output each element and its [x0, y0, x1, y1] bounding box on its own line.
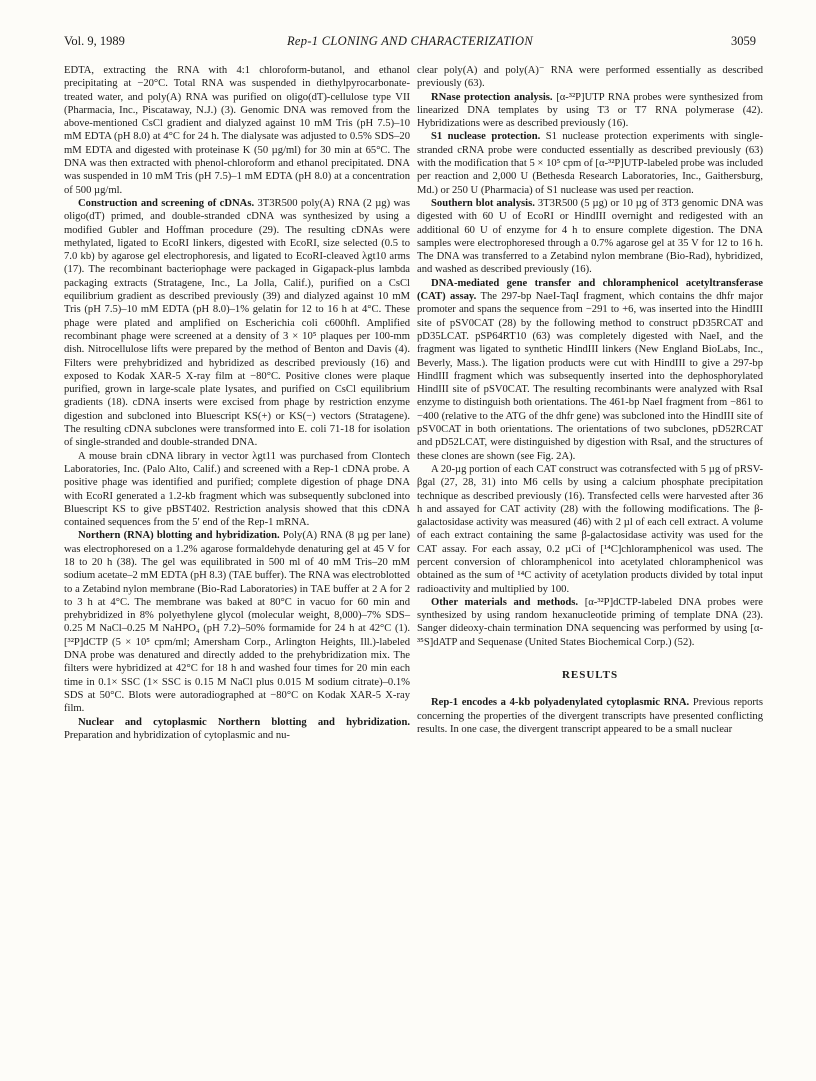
- section-heading-other: Other materials and methods.: [431, 596, 579, 608]
- paragraph-s1: [417, 130, 763, 196]
- running-title: Rep-1 CLONING AND CHARACTERIZATION: [287, 34, 533, 48]
- journal-volume: Vol. 9, 1989: [64, 34, 125, 48]
- paragraph-rna-prep: EDTA, extracting the RNA with 4:1 chloroform-butanol, and ethanol precipitating at −20°C. Total RNA was suspended in diethylpyrocarbonate-treated water, and poly(A) RNA was purified on oligo(dT)-cellulose type VII (Pharmacia, Inc., Piscataway, N.J.) (3). Genomic DNA was removed from the above-mentioned CsCl gradient and dialyzed against 10 mM Tris (pH 7.5)–10 mM EDTA (pH 8.0) at 4°C for 24 h. The dialysate was adjusted to 0.5% SDS–20 mM EDTA and digested with proteinase K (50 µg/ml) for 30 min at 65°C. The DNA was then extracted with phenol-chloroform and ethanol precipitated. DNA was suspended in 10 mM Tris (pH 7.5)–1 mM EDTA (pH 8.0) at a concentration of 500 µg/ml.: [64, 65, 410, 196]
- paragraph-nuclear-cytoplasmic: [64, 716, 410, 743]
- section-heading-rnase: RNase protection analysis.: [431, 91, 553, 103]
- paragraph-continued: clear poly(A) and poly(A)⁻ RNA were performed essentially as described previously (63).: [417, 65, 763, 90]
- section-heading-nuclear: Nuclear and cytoplasmic Northern blotting and hybridization.: [78, 716, 410, 728]
- page-header: [64, 34, 756, 52]
- paragraph-rnase: [417, 91, 763, 131]
- page-number: 3059: [731, 34, 756, 48]
- paragraph-text: 3T3R500 poly(A) RNA (2 µg) was oligo(dT) primed, and double-stranded cDNA was synthesized by using a modified Gubler and Hoffman procedure (29). The resulting cDNAs were methylated, ligated to EcoRI linkers, digested with EcoRI, size selected (0.5 to 7.0 kb) by agarose gel electrophoresis, and ligated to EcoRI-cleaved λgt10 arms (17). The recombinant bacteriophage were packaged in Gigapack-plus lambda packaging extracts (Stratagene, Inc., La Jolla, Calif.), purified on a CsCl equilibrium gradient as described previously (39) and dialyzed against 10 mM Tris (pH 7.5)–10 mM EDTA (pH 8.0)–1% gelatin for 12 to 16 h at 4°C. These phage were plated and amplified on Escherichia coli c600hfl. Amplified recombinant phage were screened at a density of 3 × 10⁵ plaques per 100-mm dish. Nitrocellulose lifts were prepared by the method of Benton and Davis (4). Filters were prehybridized and hybridized as described previously (16) and exposed to Kodak XAR-5 X-ray film at −80°C. Positive clones were plaque purified, grown in large-scale plate lysates, and purified on CsCl equilibrium gradients (18). cDNA inserts were excised from phage by restriction enzyme digestion and subcloned into Bluescript KS(+) or KS(−) vectors (Stratagene). The resulting cDNA subclones were transformed into E. coli 71-18 for isolation of single-stranded and double-stranded DNA.: [64, 197, 410, 449]
- paragraph-text: Poly(A) RNA (8 µg per lane) was electrophoresed on a 1.2% agarose formaldehyde denaturing gel at 45 V for 18 to 20 h (38). The gel was equilibrated in 500 ml of 40 mM Tris–20 mM sodium acetate–2 mM EDTA (pH 8.3) (TAE buffer). The RNA was electroblotted to a Zetabind nylon membrane (Bio-Rad Laboratories) in TAE buffer at 2 A for 2 to 3 h at 4°C. The membrane was baked at 80°C in vacuo for 60 min and prehybridized in 8% polyethylene glycol (molecular weight, 8,000)–7% SDS–0.25 M NaCl–0.25 M NaHPO₄ (pH 7.2)–50% formamide for 24 h at 42°C (1). [³²P]dCTP (5 × 10⁵ cpm/ml; Amersham Corp., Arlington Heights, Ill.)-labeled DNA probe was denatured and directly added to the prehybridization mix. The filters were hybridized at 42°C for 18 h and washed four times for 20 min each time in 0.1× SSC (1× SSC is 0.15 M NaCl plus 0.015 M sodium citrate)–0.1% SDS at 50°C. Blots were autoradiographed at −80°C on Kodak XAR-5 X-ray film.: [64, 530, 411, 715]
- section-heading-northern: Northern (RNA) blotting and hybridization.: [78, 530, 280, 542]
- paragraph-other-methods: [417, 596, 763, 649]
- section-heading-results: Rep-1 encodes a 4-kb polyadenylated cytoplasmic RNA.: [431, 697, 690, 709]
- paragraph-text: Preparation and hybridization of cytoplasmic and nu-: [64, 729, 290, 741]
- section-heading-s1: S1 nuclease protection.: [431, 131, 541, 143]
- paragraph-text: 3T3R500 (5 µg) or 10 µg of 3T3 genomic DNA was digested with 60 U of EcoRI or HindIII overnight and redigested with an additional 60 U of enzyme for 4 h to ensure complete digestion. The DNA samples were electrophoresed through a 0.7% agarose gel at 35 V for 12 to 16 h. The DNA was transferred to a Zetabind nylon membrane (Bio-Rad), hybridized, and washed as described previously (16).: [417, 197, 763, 276]
- paragraph-text: [α-³²P]UTP RNA probes were synthesized from linearized DNA templates by using T3 or T7 RNA polymerase (42). Hybridizations were as described previously (16).: [417, 91, 764, 130]
- paragraph-southern: [417, 197, 763, 277]
- paragraph-results: [417, 696, 763, 736]
- left-column: [64, 64, 410, 742]
- section-heading-cat: DNA-mediated gene transfer and chloramphenicol acetyltransferase (CAT) assay.: [417, 277, 763, 303]
- paragraph-brain-library: A mouse brain cDNA library in vector λgt11 was purchased from Clontech Laboratories, Inc. (Palo Alto, Calif.) and screened with a Rep-1 cDNA probe. A positive phage was identified and purified; complete digestion of phage DNA with EcoRI generated a 1.2-kb fragment which was subsequently subcloned into Bluescript KS to give pBST402. Restriction analysis showed that this cDNA contained sequences from the 5′ end of the Rep-1 mRNA.: [64, 450, 410, 529]
- section-heading-southern: Southern blot analysis.: [431, 197, 535, 209]
- paragraph-northern: [64, 529, 410, 715]
- section-heading-cdna: Construction and screening of cDNAs.: [78, 197, 255, 209]
- paragraph-cat: [417, 277, 763, 463]
- paragraph-text: S1 nuclease protection experiments with single-stranded cRNA probe were conducted essentially as described previously (63) with the modification that 5 × 10⁵ cpm of [α-³²P]UTP-labeled probe was included per reaction and 2,000 U (Bethesda Research Laboratories, Inc., Gaithersburg, Md.) or 250 U (Pharmacia) of S1 nuclease was used per reaction.: [417, 131, 763, 196]
- paragraph-text: Previous reports concerning the properties of the divergent transcripts have presented conflicting results. In one case, the divergent transcript appeared to be a small nuclear: [417, 697, 763, 735]
- results-heading: RESULTS: [561, 669, 619, 682]
- paragraph-cdna-construction: [64, 197, 410, 450]
- right-column: [417, 64, 763, 736]
- paragraph-text: [α-³²P]dCTP-labeled DNA probes were synthesized by using random hexanucleotide priming of template DNA (23). Sanger dideoxy-chain termination DNA sequencing was performed by using [α-³⁵S]dATP and Sequenase (United States Biochemical Corp.) (52).: [417, 596, 763, 648]
- paragraph-text: The 297-bp NaeI-TaqI fragment, which contains the dhfr major promoter and spans the sequence from −291 to +6, was inserted into the HindIII site of pSV0CAT (28) by the following method to construct pD35RCAT and pD35LCAT. pSP64RT10 (63) was completely digested with NaeI, and the fragment was ligated to synthetic HindIII linkers (New England BioLabs, Inc., Beverly, Mass.). The ligation products were cut with HindIII to give a 297-bp HindIII fragment which was subsequently inserted into the dephosphorylated HindIII site of pSV0CAT. The resulting recombinants were analyzed with RsaI enzyme to distinguish both orientations. The 461-bp NaeI fragment from −861 to −400 (relative to the ATG of the dhfr gene) was subcloned into the HindIII site of pSV0CAT in both orientations. The orientations of two subclones, pD52RCAT and pD52LCAT, were distinguished by digestion with RsaI, and the structures of these clones are shown (see Fig. 2A).: [417, 291, 764, 462]
- paragraph-cat-transfection: A 20-µg portion of each CAT construct was cotransfected with 5 µg of pRSV-βgal (27, 28, 31) into M6 cells by using a calcium phosphate precipitation technique as described previously (16). Transfected cells were harvested after 36 h and assayed for CAT activity (28) with the following modifications. The β-galactosidase activity was measured (46) with 2 µl of each cell extract. A volume of each extract containing the same β-galactosidase activity was used for the CAT assay. For each assay, 0.2 µCi of [¹⁴C]chloramphenicol was used. The percent conversion of chloramphenicol into acetylated chloramphenicol was obtained as the sum of ¹⁴C activity of acetylation products divided by total input radioactivity and multiplied by 100.: [417, 463, 763, 595]
